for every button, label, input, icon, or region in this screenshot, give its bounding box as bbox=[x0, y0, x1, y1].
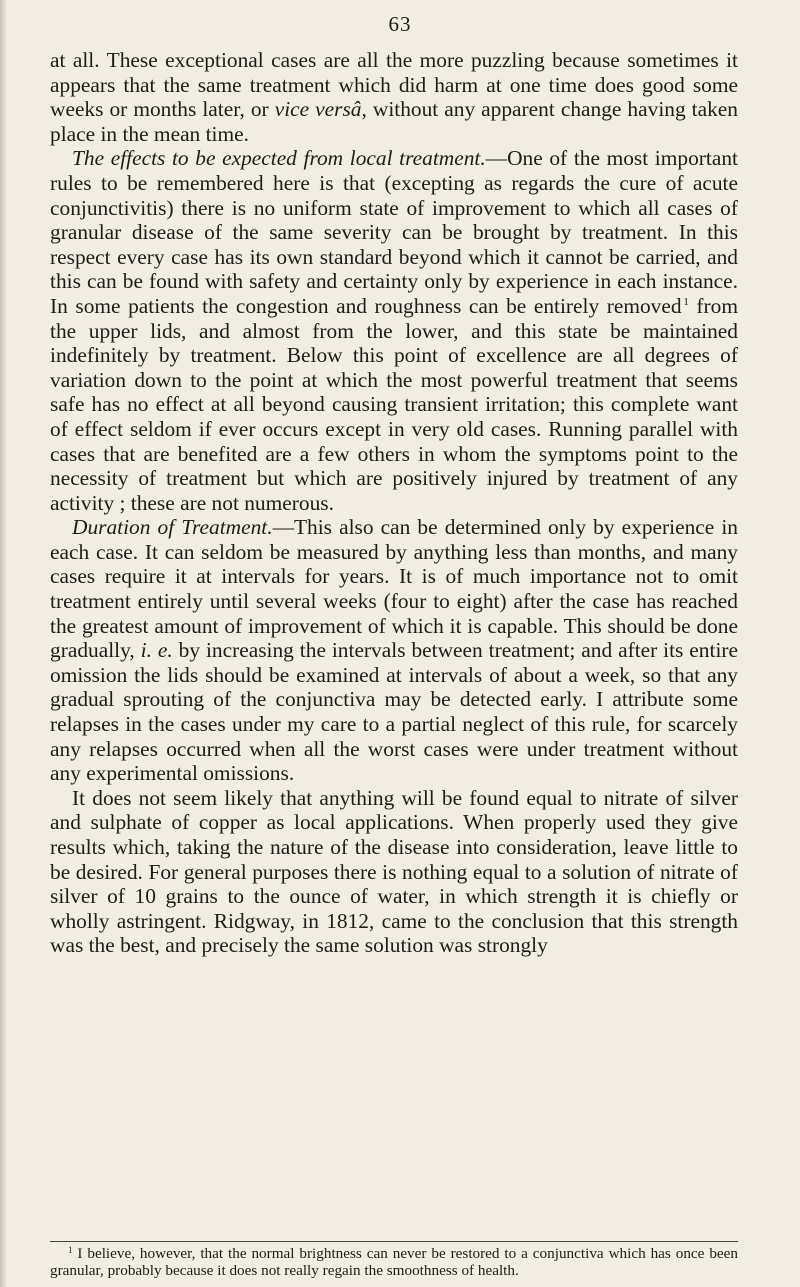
section-heading-effects: The effects to be expected from local treatment. bbox=[72, 146, 486, 171]
footnote-marker: 1 bbox=[68, 1245, 73, 1255]
paragraph-1 bbox=[50, 48, 738, 146]
footnote bbox=[50, 1246, 738, 1279]
paragraph-3 bbox=[50, 515, 738, 786]
italic-phrase: i. e. bbox=[140, 638, 173, 663]
footnote-reference: 1 bbox=[683, 295, 689, 308]
paragraph-4 bbox=[50, 786, 738, 958]
paragraph-2 bbox=[50, 146, 738, 515]
footnote-text: I believe, however, that the normal brightness can never be restored to a conjunctiva which has once been granular, probably because it does not really regain the smoothness of health. bbox=[50, 1245, 738, 1279]
paragraph-2-text-b: from the upper lids, and almost from the lower, and this state be maintained indefinitely by treatment. Below this point of excellence are all degrees of variation down to the point at which the most powerful treatment that seems safe has no effect at all beyond causing transient irritation; this complete want of effect seldom if ever occurs except in very old cases. Running parallel with cases that are benefited are a few others in whom the symptoms point to the necessity of treatment but which are positively injured by treatment of any activity ; these are not numerous. bbox=[50, 293, 738, 515]
paragraph-1-text: at all. These exceptional cases are all the more puzzling because sometimes it appears that the same treatment which did harm at one time does good some weeks or months later, or vice versâ, without any apparent change having taken place in the mean time. bbox=[50, 48, 738, 146]
section-heading-duration: Duration of Treatment. bbox=[72, 515, 273, 540]
page-edge bbox=[0, 0, 6, 1287]
paragraph-3-text: —This also can be determined only by experience in each case. It can seldom be measured by anything less than months, and many cases require it at intervals for years. It is of much importance not to omit treatment entirely until several weeks (four to eight) after the case has reached the greatest amount of improvement of which it is capable. This should be done gradually, i. e. by increasing the intervals between treatment; and after its entire omission the lids should be examined at intervals of about a week, so that any gradual sprouting of the conjunctiva may be detected early. I attribute some relapses in the cases under my care to a partial neglect of this rule, for scarcely any relapses occurred when all the worst cases were under treatment without any experimental omissions. bbox=[50, 515, 739, 786]
paragraph-2-text-a: —One of the most important rules to be remembered here is that (excepting as regards the cure of acute conjunctivitis) there is no uniform state of improvement to which all cases of granular disease of the same severity can be brought by treatment. In this respect every case has its own standard beyond which it cannot be carried, and this can be found with safety and certainty only by experience in each instance. In some patients the congestion and roughness can be entirely removed bbox=[50, 146, 738, 318]
italic-phrase: vice versâ bbox=[274, 97, 362, 122]
footnote-rule bbox=[50, 1241, 738, 1242]
page-number: 63 bbox=[388, 12, 412, 36]
body-text bbox=[50, 48, 738, 958]
paragraph-4-text: It does not seem likely that anything will be found equal to nitrate of silver and sulphate of copper as local applications. When properly used they give results which, taking the nature of the disease into consideration, leave little to be desired. For general purposes there is nothing equal to a solution of nitrate of silver of 10 grains to the ounce of water, in which strength it is chiefly or wholly astringent. Ridgway, in 1812, came to the conclusion that this strength was the best, and precisely the same solution was strongly bbox=[50, 785, 738, 958]
